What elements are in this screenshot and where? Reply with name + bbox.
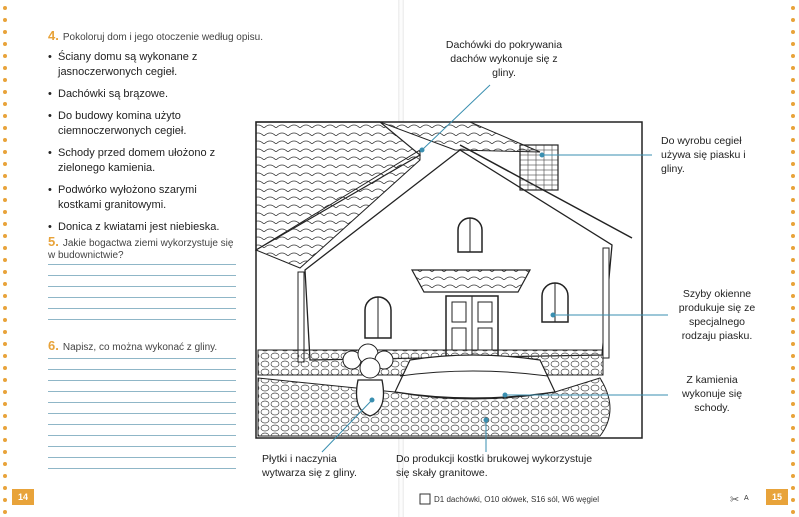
door-canopy [412,270,530,292]
task4-item: • Ściany domu są wykonane z jasnoczerwonych cegieł. [48,50,238,80]
chimney [520,145,558,190]
page-number-right: 15 [766,489,788,505]
stairs [395,355,555,398]
callout-stairs: Z kamienia wykonuje się schody. [681,374,743,414]
task4-item: • Donica z kwiatami jest niebieska. [48,220,238,235]
task4-item: • Do budowy komina użyto ciemnoczerwonych cegieł. [48,109,238,139]
task4-item: • Podwórko wyłożono szarymi kostkami granitowymi. [48,183,238,213]
task4-instruction: Pokoloruj dom i jego otoczenie według opisu. [62,32,263,43]
page-number-left: 14 [12,489,34,505]
task5-instruction: Jakie bogactwa ziemi wykorzystuje się w budownictwie? [48,238,234,261]
drainpipe-left [298,272,304,362]
callout-roof: Dachówki do pokrywania dachów wykonuje się z gliny. [445,39,563,79]
callout-cobbles: Do produkcji kostki brukowej wykorzystuje się skały granitowe. [396,453,593,479]
task6-number: 6. [48,338,59,353]
footer-mark: A [744,495,749,502]
footer-book-icon [420,494,430,504]
callout-pots: Płytki i naczynia wytwarza się z gliny. [262,453,357,479]
task4-item: • Schody przed domem ułożono z zielonego kamienia. [48,146,238,176]
task4-item: • Dachówki są brązowe. [48,87,238,102]
task6-instruction: Napisz, co można wykonać z gliny. [62,342,218,353]
footer-scissors-icon: ✂ [730,494,740,506]
drainpipe-right [603,248,609,358]
footer-references: D1 dachówki, O10 ołówek, S16 sól, W6 węgiel [434,495,599,504]
task5-number: 5. [48,234,59,249]
callout-windows: Szyby okienne produkuje się ze specjalnego rodzaju piasku. [678,288,756,342]
callout-bricks: Do wyrobu cegieł używa się piasku i gliny. [661,135,746,175]
task4-number: 4. [48,28,59,43]
